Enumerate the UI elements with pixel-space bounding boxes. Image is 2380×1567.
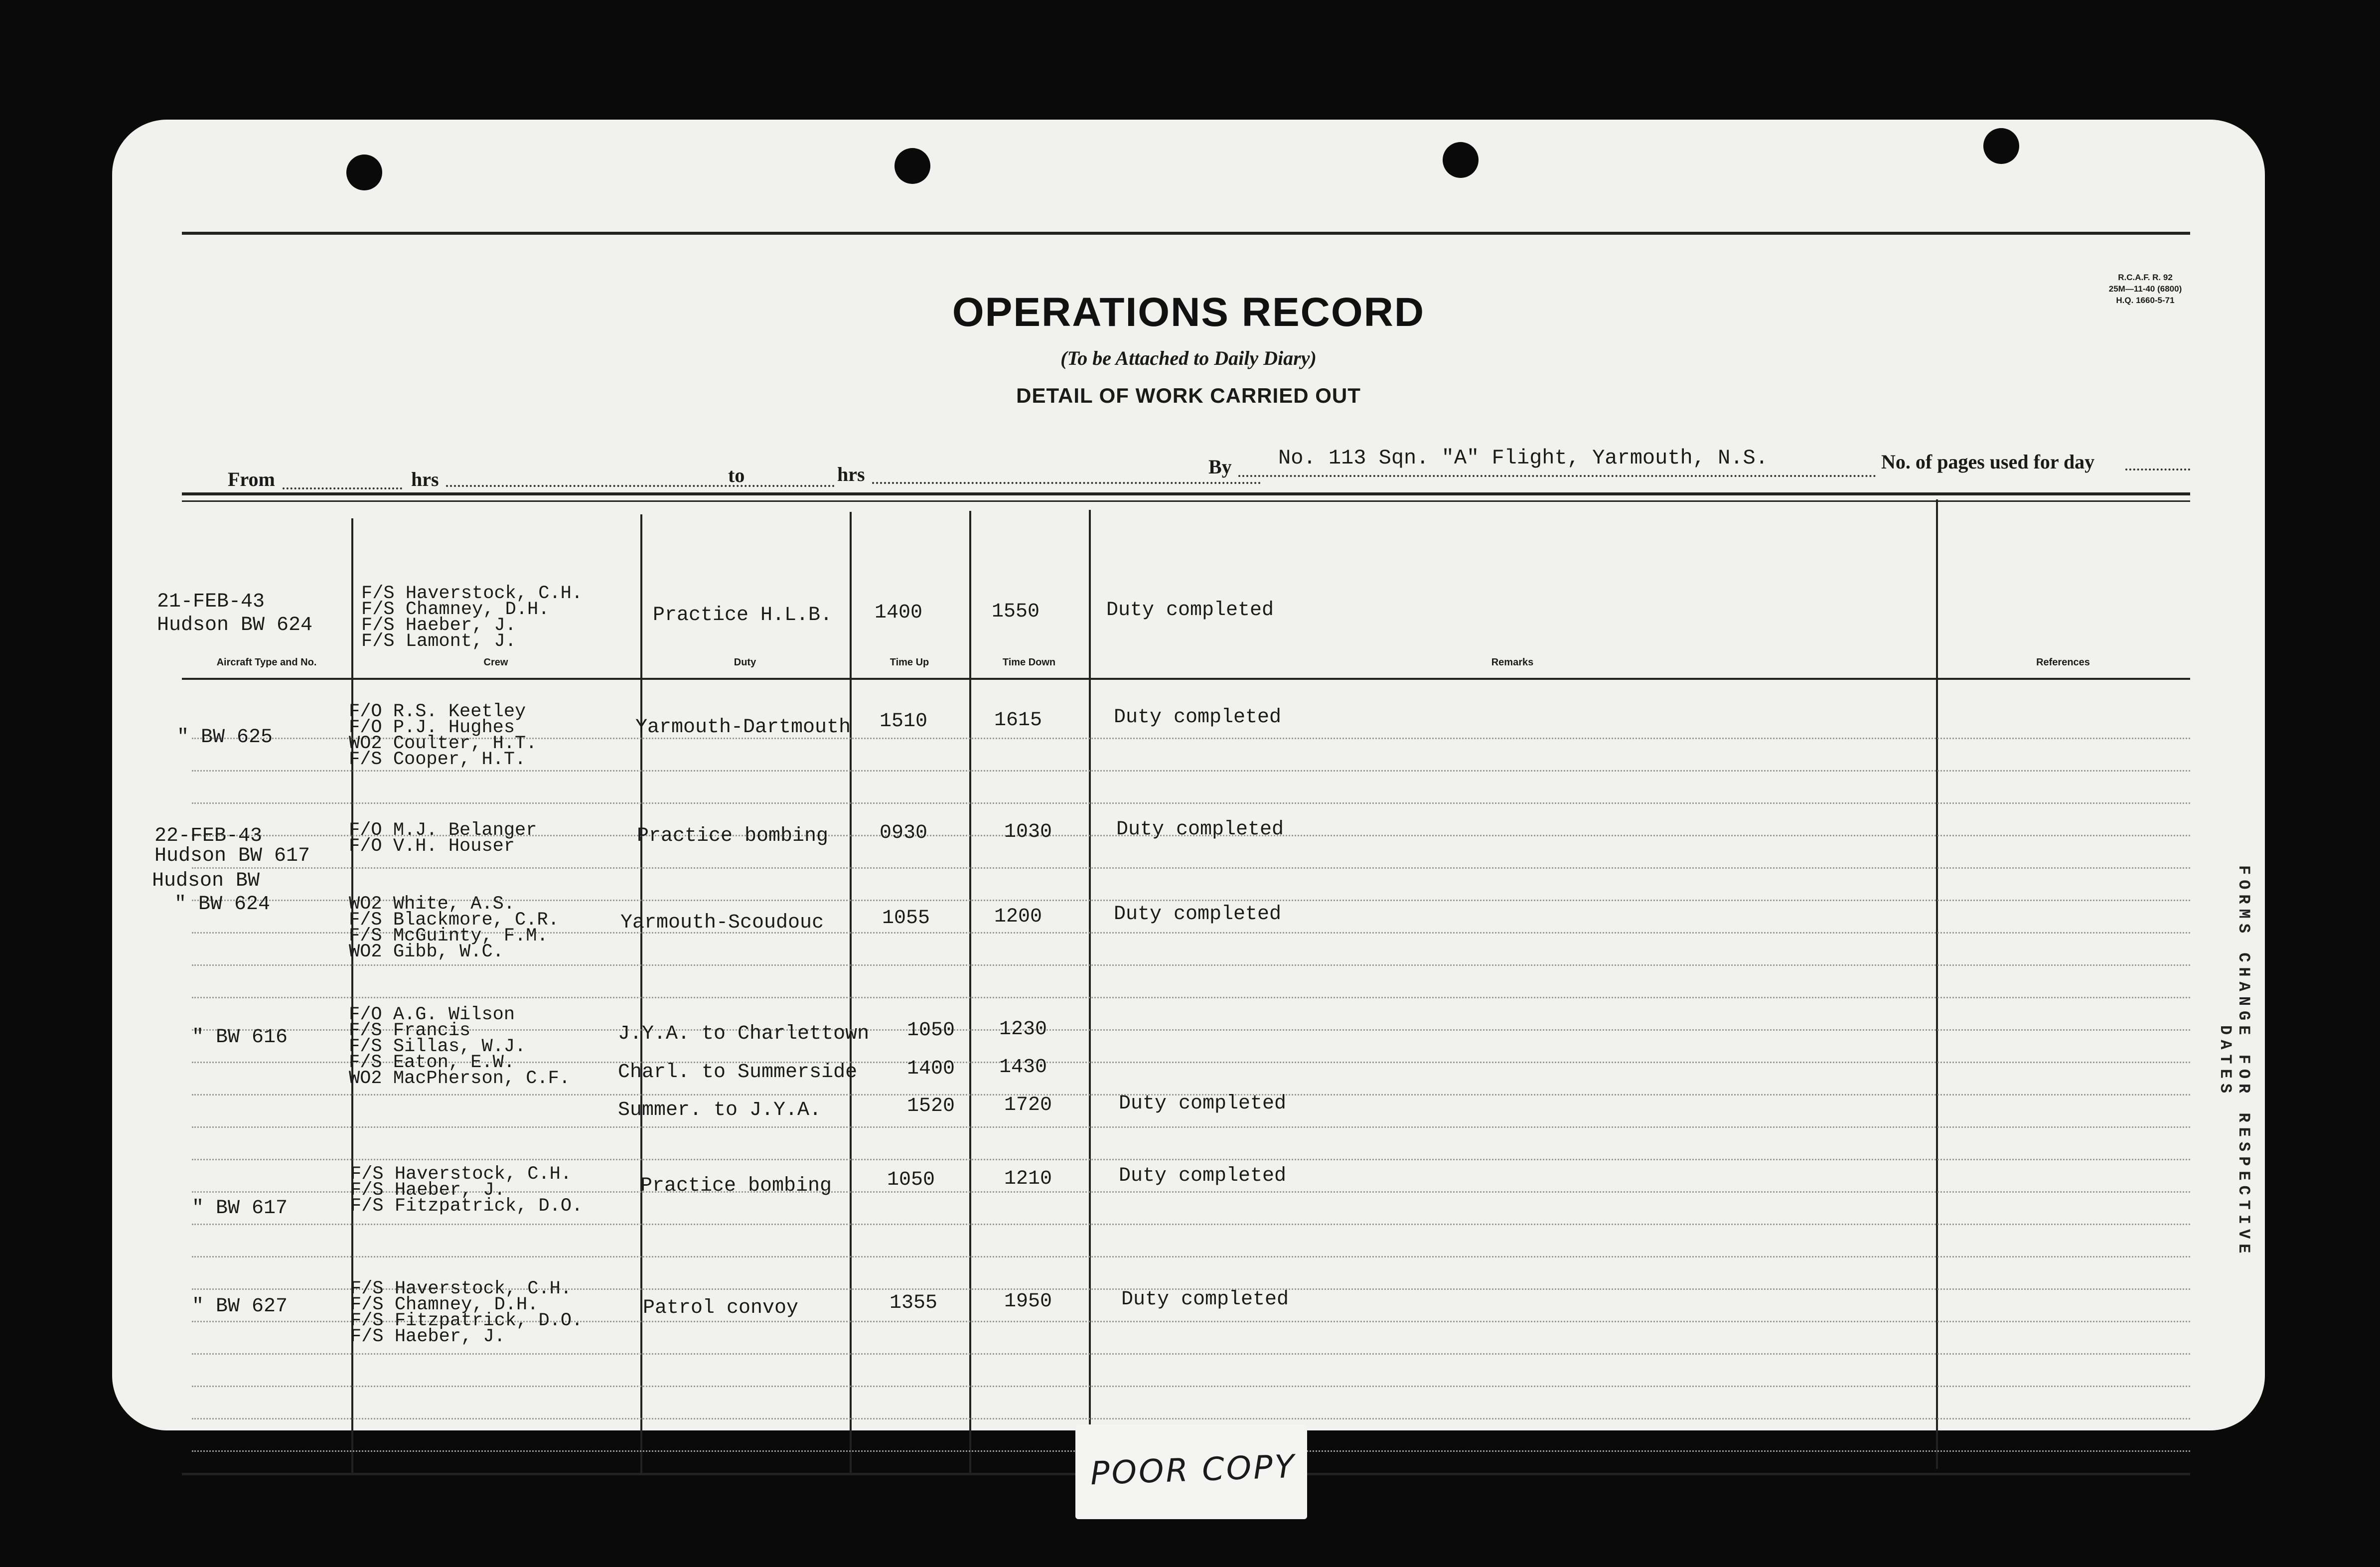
row-guide: [192, 1256, 2190, 1257]
col-references: References: [2036, 657, 2090, 668]
leg-time-up: 1400: [907, 1058, 955, 1080]
entry-duty: Practice bombing: [637, 825, 829, 847]
form-detail-heading: DETAIL OF WORK CARRIED OUT: [1016, 384, 1361, 407]
entry-remarks: Duty completed: [1121, 1288, 1289, 1311]
entry-aircraft-line: Hudson BW: [152, 870, 260, 892]
entry-date: 21-FEB-43: [157, 591, 265, 613]
entry-aircraft: " BW 625: [177, 726, 273, 749]
entry-aircraft: " BW 616: [192, 1026, 288, 1049]
entry-time-down: 1550: [992, 601, 1040, 623]
entry-time-up: 1055: [882, 907, 930, 930]
unit-name: No. 113 Sqn. "A" Flight, Yarmouth, N.S.: [1278, 446, 1768, 470]
entry-time-up: 1510: [880, 710, 928, 733]
entry-time-down: 1615: [994, 709, 1042, 732]
top-rule: [182, 232, 2190, 235]
punch-hole: [1443, 142, 1479, 178]
entry-aircraft: " BW 624: [174, 893, 271, 916]
column-divider: [1089, 510, 1091, 1475]
leg-duty: Summer. to J.Y.A.: [618, 1099, 822, 1121]
from-field: [283, 487, 402, 489]
entry-aircraft: " BW 617: [192, 1197, 288, 1220]
leg-remarks: Duty completed: [1119, 1093, 1287, 1115]
leg-time-up: 1050: [907, 1019, 955, 1042]
form-code: R.C.A.F. R. 92 25M—11-40 (6800) H.Q. 1660-5-71: [2108, 273, 2182, 305]
row-guide: [192, 997, 2190, 998]
column-divider: [640, 514, 642, 1474]
entry-crew: F/S Haverstock, C.H. F/S Chamney, D.H. F/S Haeber, J. F/S Lamont, J.: [361, 583, 583, 652]
col-crew: Crew: [483, 657, 508, 668]
entry-aircraft: " BW 627: [192, 1295, 288, 1318]
row-guide: [192, 867, 2190, 869]
row-guide: [192, 1224, 2190, 1225]
poor-copy-tag: [1075, 1424, 1307, 1519]
column-divider: [969, 511, 971, 1475]
column-divider: [850, 512, 852, 1474]
entry-duty: Yarmouth-Scoudouc: [620, 912, 824, 934]
entry-remarks: Duty completed: [1114, 903, 1282, 926]
punch-hole: [346, 155, 382, 190]
punch-hole: [894, 148, 930, 184]
entry-duty: Yarmouth-Dartmouth: [635, 716, 851, 739]
col-time-up: Time Up: [890, 657, 929, 668]
leg-time-down: 1720: [1004, 1094, 1052, 1116]
entry-crew: F/S Haverstock, C.H. F/S Chamney, D.H. F/S Fitzpatrick, D.O. F/S Haeber, J.: [350, 1278, 583, 1347]
entry-time-down: 1030: [1004, 821, 1052, 843]
header-double-rule: [182, 500, 2190, 502]
row-guide: [192, 802, 2190, 804]
leg-duty: J.Y.A. to Charlettown: [618, 1023, 870, 1045]
row-guide: [192, 1126, 2190, 1128]
entry-crew: WO2 White, A.S. F/S Blackmore, C.R. F/S McGuinty, F.M. WO2 Gibb, W.C.: [349, 894, 559, 962]
entry-crew: F/O A.G. Wilson F/S Francis F/S Sillas, W.J. F/S Eaton, E.W. WO2 MacPherson, C.F.: [349, 1004, 571, 1089]
entry-duty: Patrol convoy: [643, 1297, 799, 1319]
row-guide: [192, 1386, 2190, 1387]
poor-copy-label: POOR COPY: [1089, 1448, 1297, 1493]
entry-time-up: 1355: [890, 1292, 938, 1314]
row-guide: [192, 1418, 2190, 1419]
hrs-label: hrs: [411, 468, 439, 490]
entry-time-up: 1400: [875, 602, 923, 624]
entry-time-down: 1200: [994, 906, 1042, 928]
leg-time-down: 1230: [999, 1018, 1047, 1041]
hrs-label: hrs: [837, 463, 865, 485]
entry-time-up: 0930: [880, 822, 928, 844]
leg-duty: Charl. to Summerside: [618, 1061, 858, 1084]
col-remarks: Remarks: [1491, 657, 1534, 668]
entry-aircraft: Hudson BW 617: [154, 845, 310, 867]
entry-crew: F/O M.J. Belanger F/O V.H. Houser: [349, 820, 537, 857]
entry-crew: F/O R.S. Keetley F/O P.J. Hughes WO2 Coulter, H.T. F/S Cooper, H.T.: [349, 701, 537, 770]
entry-remarks: Duty completed: [1119, 1165, 1287, 1187]
entry-remarks: Duty completed: [1106, 599, 1274, 622]
column-divider: [1936, 499, 1938, 1469]
entry-time-down: 1950: [1004, 1290, 1052, 1313]
row-guide: [192, 1159, 2190, 1160]
header-double-rule: [182, 492, 2190, 495]
by-field: [1238, 475, 1876, 477]
row-guide: [192, 1353, 2190, 1355]
entry-time-up: 1050: [887, 1169, 935, 1191]
entry-duty: Practice bombing: [640, 1175, 832, 1197]
column-header-rule: [182, 678, 2190, 680]
references-note: FORMS CHANGE FOR RESPECTIVE DATES: [2216, 865, 2253, 1258]
col-aircraft: Aircraft Type and No.: [216, 657, 317, 668]
form-subtitle: (To be Attached to Daily Diary): [1060, 347, 1317, 369]
record-card: [112, 120, 2265, 1430]
by-label: By: [1208, 456, 1232, 478]
entry-duty: Practice H.L.B.: [653, 604, 833, 627]
row-guide: [192, 964, 2190, 966]
entry-date: 22-FEB-43: [154, 825, 263, 847]
to-date-field: [872, 482, 1261, 484]
entry-time-down: 1210: [1004, 1168, 1052, 1190]
entry-remarks: Duty completed: [1116, 818, 1284, 841]
col-duty: Duty: [734, 657, 756, 668]
col-time-down: Time Down: [1002, 657, 1056, 668]
pages-label: No. of pages used for day: [1881, 451, 2095, 473]
from-label: From: [228, 468, 275, 490]
row-guide: [192, 770, 2190, 772]
to-label: to: [728, 464, 745, 486]
form-title: OPERATIONS RECORD: [952, 290, 1425, 335]
leg-time-down: 1430: [999, 1056, 1047, 1079]
punch-hole: [1983, 128, 2019, 164]
entry-aircraft: Hudson BW 624: [157, 614, 313, 636]
entry-remarks: Duty completed: [1114, 706, 1282, 729]
pages-field: [2125, 469, 2190, 470]
from-date-field: [446, 485, 835, 487]
leg-time-up: 1520: [907, 1095, 955, 1117]
entry-crew: F/S Haverstock, C.H. F/S Haeber, J. F/S Fitzpatrick, D.O.: [350, 1164, 583, 1217]
